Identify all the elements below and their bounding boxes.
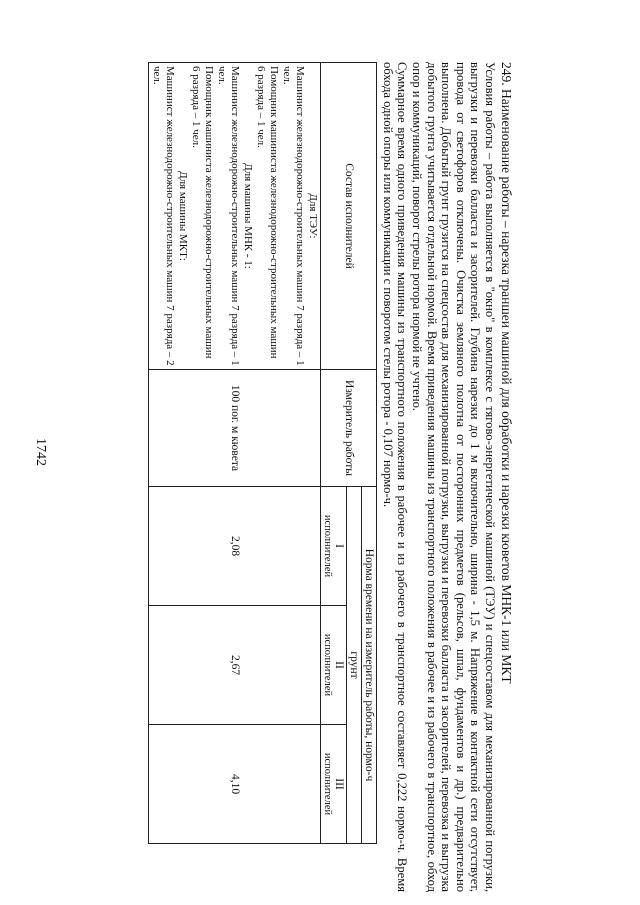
soil-group-2-executors: исполнителей xyxy=(322,633,334,697)
conditions-text xyxy=(380,62,497,892)
rotated-content xyxy=(84,62,514,892)
col-meter: Измеритель работы xyxy=(321,370,377,487)
soil-group-3-label: III xyxy=(333,778,346,790)
paragraph-conditions: Условия работы – работа выполняется в "окно" в комплексе с тягово-энергетической машиной (ТЭУ) и спецсоставом для механизированной погрузки, выгрузки и перевозки балласта и засорителей. Глубина нарезки до 1 м включительно, ширина - 1,5 м. Напряжение в контактной сети отсутствует, провода от светофоров отключены. Очистка земляного полотна от посторонних предметов (рельсов, шпал, фундаментов и др.) предварительно выполнена. Добытый грунт грузится на спецсостав для механизированной погрузки, выгрузки и перевозки балласта и засорителей, перевозка и выгрузка добытого грунта учитывается отдельной нормой. Время приведения машины из транспортного положения в рабочее и из рабочего в транспортное, обход опор и коммуникаций, поворот стрелы ротора нормой не учтено. xyxy=(410,62,497,892)
teu-header: Для ТЭУ: xyxy=(307,193,320,239)
section-heading: 249. Наименование работы – нарезка траншеи машиной для обработки и нарезки кюветов МНК-1 или МКТ xyxy=(499,62,514,684)
table-row xyxy=(149,63,321,844)
col-soil: грунт xyxy=(347,487,362,844)
soil-group-1-label: I xyxy=(333,544,346,548)
meter-cell: 100 пог. м кювета xyxy=(149,370,321,487)
mnk-line-1: Машинист железнодорожно-строительных машин 7 разряда – 1 чел. xyxy=(216,66,242,366)
value-soil-2: 2,67 xyxy=(149,606,321,725)
value-soil-1: 2,08 xyxy=(149,487,321,606)
mkt-line-1: Машинист железнодорожно-строительных машин 7 разряда – 2 чел. xyxy=(151,66,177,366)
norm-table xyxy=(148,62,377,844)
col-norm: Норма времени на измеритель работы, нормо-ч xyxy=(362,487,377,844)
soil-group-1-executors: исполнителей xyxy=(322,514,334,578)
mnk-header: Для машины МНК - 1: xyxy=(242,163,255,269)
paragraph-total-time: Суммарное время одного приведения машины из транспортного положения в рабочее и из рабочего в транспортное составляет 0,222 нормо-ч. Время обхода одной опоры или коммуникации с поворотом стелы ротора - 0,107 нормо-ч. xyxy=(380,62,410,892)
soil-group-3 xyxy=(321,725,347,844)
mnk-line-2: Помощник машиниста железнодорожно-строительных машин 6 разряда – 1 чел. xyxy=(190,66,216,359)
soil-group-1 xyxy=(321,487,347,606)
teu-line-2: Помощник машиниста железнодорожно-строительных машин 6 разряда – 1 чел. xyxy=(255,66,281,359)
soil-group-2 xyxy=(321,606,347,725)
soil-group-2-label: II xyxy=(333,661,346,669)
page-number: 1742 xyxy=(33,438,48,466)
teu-line-1: Машинист железнодорожно-строительных машин 7 разряда – 1 чел. xyxy=(281,66,307,366)
composition-cell xyxy=(149,63,321,370)
col-composition: Состав исполнителей xyxy=(321,63,377,370)
soil-group-3-executors: исполнителей xyxy=(322,752,334,816)
value-soil-3: 4,10 xyxy=(149,725,321,844)
mkt-header: Для машины МКТ: xyxy=(177,171,190,261)
